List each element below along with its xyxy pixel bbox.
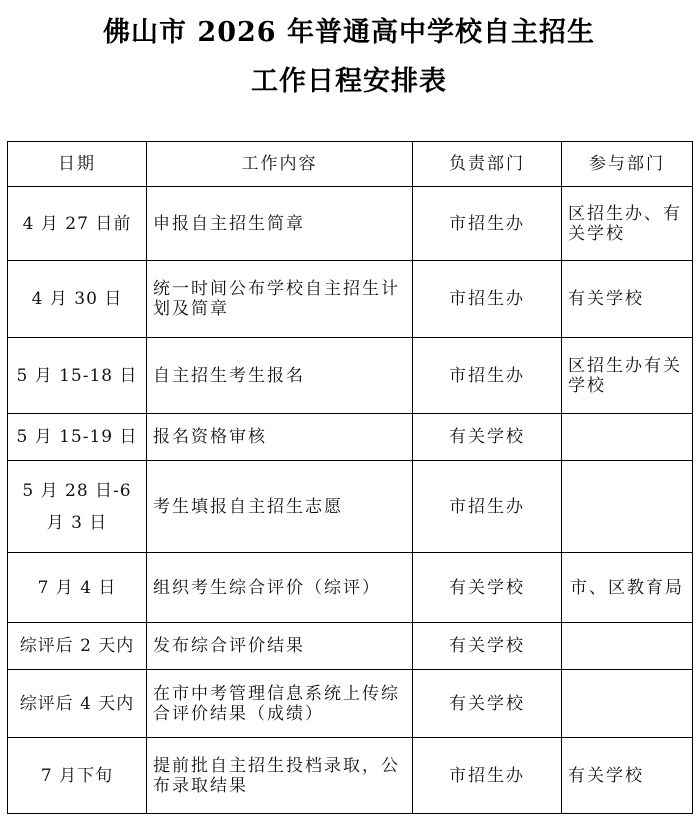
row-participants: 有关学校	[562, 261, 693, 338]
row-participants	[562, 461, 693, 553]
row-work: 申报自主招生简章	[147, 187, 413, 261]
row-participants: 有关学校	[562, 738, 693, 814]
table-row	[8, 623, 693, 670]
document-title-line-2: 工作日程安排表	[251, 66, 447, 97]
table-row	[8, 338, 693, 414]
table-row	[8, 187, 693, 261]
row-date: 综评后 4 天内	[8, 670, 147, 738]
row-participants	[562, 414, 693, 461]
schedule-table	[7, 141, 693, 814]
table-row	[8, 461, 693, 553]
row-participants	[562, 670, 693, 738]
document-title-line-1: 佛山市 2026 年普通高中学校自主招生	[103, 17, 595, 48]
row-responsible: 市招生办	[413, 338, 562, 414]
row-participants: 区招生办有关学校	[562, 338, 693, 414]
header-date: 日期	[8, 142, 147, 187]
header-participating-dept: 参与部门	[562, 142, 693, 187]
row-participants	[562, 623, 693, 670]
row-participants: 市、区教育局	[562, 553, 693, 623]
row-date: 综评后 2 天内	[8, 623, 147, 670]
row-date: 4 月 30 日	[8, 261, 147, 338]
row-work: 报名资格审核	[147, 414, 413, 461]
row-participants: 区招生办、有关学校	[562, 187, 693, 261]
row-work: 考生填报自主招生志愿	[147, 461, 413, 553]
row-responsible: 有关学校	[413, 414, 562, 461]
row-responsible: 有关学校	[413, 623, 562, 670]
table-header-row	[8, 142, 693, 187]
row-responsible: 市招生办	[413, 261, 562, 338]
row-responsible: 有关学校	[413, 553, 562, 623]
row-work: 自主招生考生报名	[147, 338, 413, 414]
row-responsible: 有关学校	[413, 670, 562, 738]
row-date: 7 月下旬	[8, 738, 147, 814]
row-responsible: 市招生办	[413, 187, 562, 261]
row-responsible: 市招生办	[413, 738, 562, 814]
row-date: 4 月 27 日前	[8, 187, 147, 261]
row-date: 5 月 15-18 日	[8, 338, 147, 414]
row-work: 发布综合评价结果	[147, 623, 413, 670]
table-row	[8, 670, 693, 738]
row-responsible: 市招生办	[413, 461, 562, 553]
row-work: 提前批自主招生投档录取，公布录取结果	[147, 738, 413, 814]
row-date: 5 月 28 日-6 月 3 日	[8, 461, 147, 553]
table-row	[8, 414, 693, 461]
table-row	[8, 553, 693, 623]
row-work: 在市中考管理信息系统上传综合评价结果（成绩）	[147, 670, 413, 738]
row-date: 5 月 15-19 日	[8, 414, 147, 461]
table-row	[8, 261, 693, 338]
header-work-content: 工作内容	[147, 142, 413, 187]
row-date: 7 月 4 日	[8, 553, 147, 623]
row-work: 组织考生综合评价（综评）	[147, 553, 413, 623]
header-responsible-dept: 负责部门	[413, 142, 562, 187]
row-work: 统一时间公布学校自主招生计划及简章	[147, 261, 413, 338]
table-row	[8, 738, 693, 814]
